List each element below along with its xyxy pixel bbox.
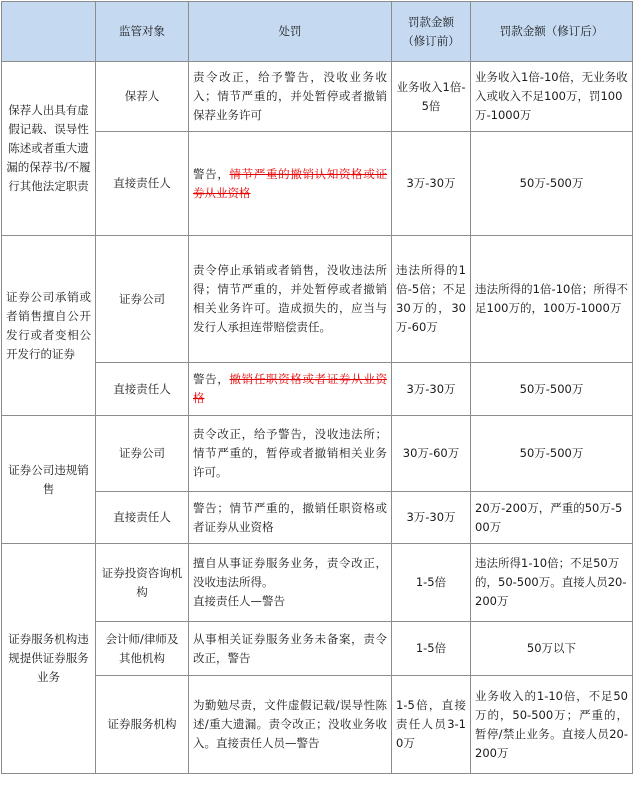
fine-before-cell: 1-5倍 xyxy=(392,622,471,676)
fine-before-cell: 3万-30万 xyxy=(392,132,471,236)
penalty-cell xyxy=(189,544,392,622)
table-row xyxy=(2,236,633,363)
subject-cell: 会计师/律师及其他机构 xyxy=(96,622,189,676)
penalty-text: 责令改正，给予警告，没收违法所；情节严重的，暂停或者撤销相关业务许可。 xyxy=(193,427,387,479)
penalty-text: 从事相关证券服务业务未备案，责令改正，警告 xyxy=(193,631,387,665)
violation-category: 证券服务机构违规提供证券服务业务 xyxy=(2,544,96,774)
fine-before-cell: 30万-60万 xyxy=(392,416,471,492)
penalty-text: 警告， xyxy=(193,372,230,386)
fine-after-cell: 20万-200万，严重的50万-500万 xyxy=(471,492,633,544)
table-row xyxy=(2,62,633,132)
subject-cell: 证券公司 xyxy=(96,416,189,492)
header-subject: 监管对象 xyxy=(96,2,189,62)
violation-category: 证券公司承销或者销售擅自公开发行或者变相公开发行的证券 xyxy=(2,236,96,416)
subject-cell: 保荐人 xyxy=(96,62,189,132)
penalty-cell xyxy=(189,363,392,416)
penalty-cell xyxy=(189,236,392,363)
subject-cell: 证券服务机构 xyxy=(96,676,189,774)
penalty-text: 擅自从事证券服务业务，责令改正，没收违法所得。 直接责任人—警告 xyxy=(193,556,387,608)
table-row xyxy=(2,416,633,492)
penalty-cell xyxy=(189,62,392,132)
fine-after-cell: 50万-500万 xyxy=(471,363,633,416)
fine-before-cell: 业务收入1倍-5倍 xyxy=(392,62,471,132)
fine-after-cell: 违法所得1-10倍；不足50万的，50-500万。直接人员20-200万 xyxy=(471,544,633,622)
violation-category: 保荐人出具有虚假记载、误导性陈述或者重大遗漏的保荐书/不履行其他法定职责 xyxy=(2,62,96,236)
fine-before-cell: 3万-30万 xyxy=(392,363,471,416)
penalty-cell xyxy=(189,132,392,236)
fine-before-cell: 1-5倍，直接责任人员3-10万 xyxy=(392,676,471,774)
fine-before-cell: 违法所得的1倍-5倍；不足30万的，30万-60万 xyxy=(392,236,471,363)
penalty-text: 责令停止承销或者销售，没收违法所得；情节严重的，并处暂停或者撤销相关业务许可。造成损失的，应当与发行人承担连带赔偿责任。 xyxy=(193,263,387,334)
table-row xyxy=(2,492,633,544)
violation-category: 证券公司违规销售 xyxy=(2,416,96,544)
fine-after-cell: 违法所得的1倍-10倍；所得不足100万的，100万-1000万 xyxy=(471,236,633,363)
fine-before-cell: 1-5倍 xyxy=(392,544,471,622)
fine-before-cell: 3万-30万 xyxy=(392,492,471,544)
fine-after-cell: 50万-500万 xyxy=(471,416,633,492)
subject-cell: 证券投资咨询机构 xyxy=(96,544,189,622)
subject-cell: 直接责任人 xyxy=(96,363,189,416)
penalty-cell xyxy=(189,492,392,544)
penalty-cell xyxy=(189,676,392,774)
fine-after-cell: 50万-500万 xyxy=(471,132,633,236)
deleted-penalty-text: 撤销任职资格或者证券从业资格 xyxy=(193,372,387,405)
table-row xyxy=(2,132,633,236)
penalty-text: 责令改正，给予警告，没收业务收入；情节严重的，并处暂停或者撤销保荐业务许可 xyxy=(193,70,387,122)
penalty-cell xyxy=(189,416,392,492)
penalty-cell xyxy=(189,622,392,676)
fine-after-cell: 业务收入1倍-10倍，无业务收入或收入不足100万，罚100万-1000万 xyxy=(471,62,633,132)
penalty-text: 警告， xyxy=(193,166,230,181)
table-row xyxy=(2,363,633,416)
header-fine-before: 罚款金额 （修订前） xyxy=(392,2,471,62)
table-row xyxy=(2,622,633,676)
subject-cell: 直接责任人 xyxy=(96,492,189,544)
header-blank xyxy=(2,2,96,62)
penalty-text: 为勤勉尽责，文件虚假记载/误导性陈述/重大遗漏。责令改正；没收业务收入。直接责任人员—警告 xyxy=(193,698,387,750)
table-row xyxy=(2,544,633,622)
header-penalty: 处罚 xyxy=(189,2,392,62)
penalty-text: 警告；情节严重的，撤销任职资格或者证券从业资格 xyxy=(193,500,387,534)
header-row xyxy=(2,2,633,62)
header-fine-after: 罚款金额（修订后） xyxy=(471,2,633,62)
subject-cell: 证券公司 xyxy=(96,236,189,363)
subject-cell: 直接责任人 xyxy=(96,132,189,236)
fine-after-cell: 50万以下 xyxy=(471,622,633,676)
deleted-penalty-text: 情节严重的撤销认知资格或证券从业资格 xyxy=(193,166,387,200)
table-row xyxy=(2,676,633,774)
penalty-table xyxy=(1,1,633,774)
fine-after-cell: 业务收入的1-10倍，不足50万的，50-500万；严重的，暂停/禁止业务。直接人员20-200万 xyxy=(471,676,633,774)
